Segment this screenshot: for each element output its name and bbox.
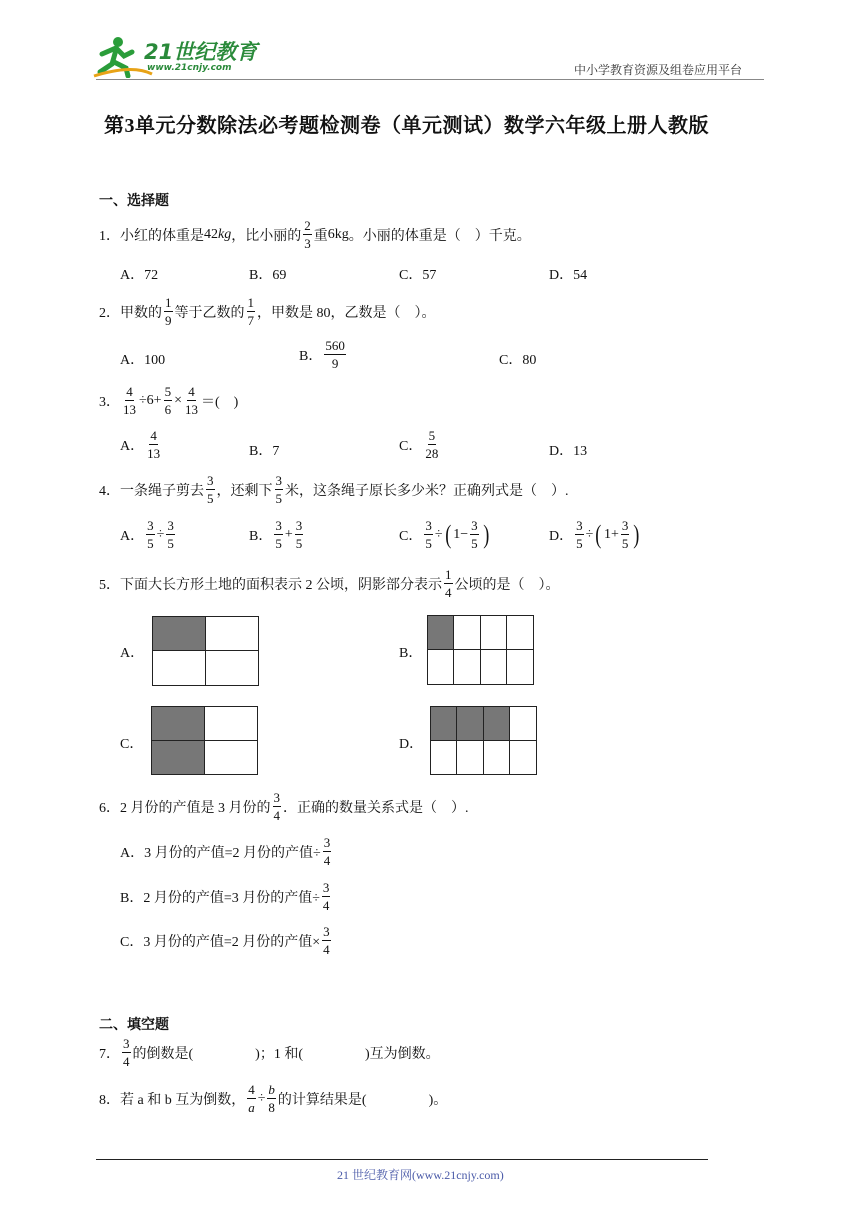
q2-option-b[interactable]: B． $\frac{560}{9}$	[299, 338, 345, 371]
header-platform-text: 中小学教育资源及组卷应用平台	[574, 63, 743, 77]
q6-option-b[interactable]: B．2 月份的产值=3 月份的产值÷ $\frac{3}{4}$	[120, 880, 330, 913]
q6-option-c[interactable]: C．3 月份的产值=2 月份的产值× $\frac{3}{4}$	[120, 924, 330, 957]
question-7: 7． $\frac{3}{4}$ 的倒数是( )；1 和( )互为倒数。	[99, 1036, 440, 1069]
q5-option-b[interactable]: B．	[399, 646, 423, 661]
q1-option-d[interactable]: D．54	[549, 268, 588, 283]
question-5: 5． 下面大长方形土地的面积表示 2 公顷，阴影部分表示 $\frac{1}{4}$ 公顷的是（ ）。	[99, 567, 560, 600]
logo	[92, 34, 262, 78]
q4-option-a[interactable]: A． $\frac{3}{5}$ ÷ $\frac{3}{5}$	[120, 518, 174, 551]
footer-divider	[96, 1159, 708, 1160]
q3-option-c[interactable]: C． $\frac{5}{28}$	[399, 428, 439, 461]
footer-text[interactable]: 21 世纪教育网(www.21cnjy.com)	[337, 1168, 504, 1182]
q5-option-d[interactable]: D．	[399, 737, 424, 752]
fraction: $\frac{2}{3}$	[304, 218, 311, 251]
logo-text: 21世纪教育	[144, 40, 258, 64]
header-divider	[96, 79, 764, 80]
q2-option-c[interactable]: C．80	[499, 353, 537, 368]
q3-option-a[interactable]: A． $\frac{4}{13}$	[120, 428, 161, 461]
q6-option-a[interactable]: A．3 月份的产值=2 月份的产值÷ $\frac{3}{4}$	[120, 835, 331, 868]
q3-option-d[interactable]: D．13	[549, 444, 588, 459]
question-2: 2． 甲数的 $\frac{1}{9}$ 等于乙数的 $\frac{1}{7}$ ，甲数是 80，乙数是（ ）。	[99, 295, 436, 328]
question-1: 1． 小红的体重是 42 kg ，比小丽的 $\frac{2}{3}$ 重 6kg 。小丽的体重是（ ）千克。	[99, 218, 531, 251]
q1-option-a[interactable]: A．72	[120, 268, 159, 283]
q2-option-a[interactable]: A．100	[120, 353, 166, 368]
q4-option-b[interactable]: B． $\frac{3}{5}$ + $\frac{3}{5}$	[249, 518, 303, 551]
question-6: 6． 2 月份的产值是 3 月份的 $\frac{3}{4}$ ．正确的数量关系式是（ ）.	[99, 790, 469, 823]
q1-option-b[interactable]: B．69	[249, 268, 287, 283]
q3-option-b[interactable]: B．7	[249, 444, 280, 459]
question-4: 4． 一条绳子剪去 $\frac{3}{5}$ ，还剩下 $\frac{3}{5}$ 米，这条绳子原长多少米？正确列式是（ ）.	[99, 473, 569, 506]
q4-option-c[interactable]: C． $\frac{3}{5}$ ÷ ( 1 − $\frac{3}{5}$ )	[399, 518, 489, 551]
q5-option-a[interactable]: A．	[120, 646, 145, 661]
logo-url: www.21cnjy.com	[147, 63, 232, 73]
q4-option-d[interactable]: D． $\frac{3}{5}$ ÷ ( 1 + $\frac{3}{5}$ )	[549, 518, 640, 551]
page-title: 第3单元分数除法必考题检测卷（单元测试）数学六年级上册人教版	[104, 115, 709, 137]
q5-figure-c[interactable]	[151, 706, 258, 775]
q1-option-c[interactable]: C．57	[399, 268, 437, 283]
q5-figure-a[interactable]	[152, 616, 259, 686]
section-choice-title: 一、选择题	[99, 192, 169, 208]
section-fill-title: 二、填空题	[99, 1016, 169, 1032]
question-3: 3． $\frac{4}{13}$ ÷6+ $\frac{5}{6}$ × $\frac{4}{13}$ ＝( )	[99, 384, 239, 417]
q5-figure-d[interactable]	[430, 706, 537, 775]
q5-option-c[interactable]: C．	[120, 737, 144, 752]
q5-figure-b[interactable]	[427, 615, 534, 685]
question-8: 8． 若 a 和 b 互为倒数， $\frac{4}{a}$ ÷ $\frac{b}{8}$ 的计算结果是( )。	[99, 1082, 448, 1115]
